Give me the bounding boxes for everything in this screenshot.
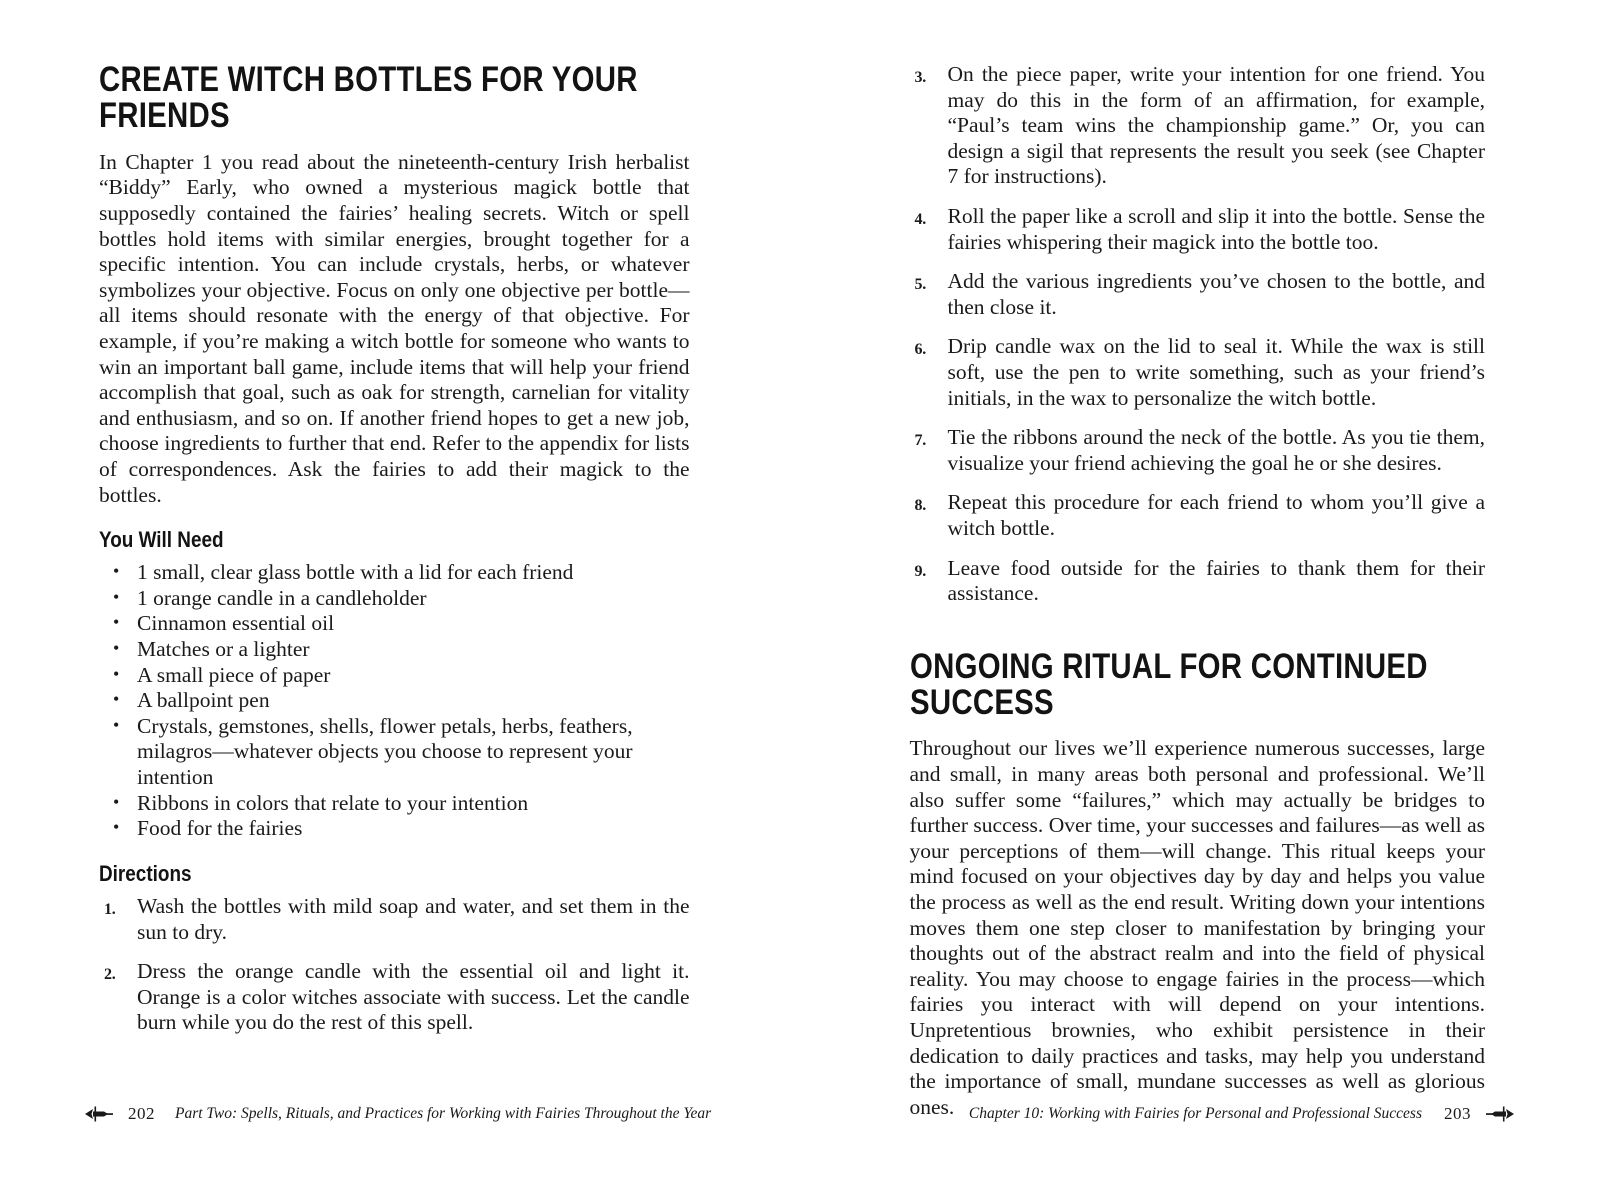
list-item-text: Add the various ingredients you’ve chosen to the bottle, and then close it. [947,269,1485,319]
list-item-text: Tie the ribbons around the neck of the bottle. As you tie them, visualize your friend achieving the goal he or she desires. [947,425,1485,475]
list-item-text: On the piece paper, write your intention for one friend. You may do this in the form of an affirmation, for example, “Paul’s team wins the championship game.” Or, you can design a sigil that represents the result you seek (see Chapter 7 for instructions). [947,62,1485,189]
list-item [910,334,1486,411]
list-item-text: Wash the bottles with mild soap and water, and set them in the sun to dry. [137,894,690,944]
list-item: • Food for the fairies [99,816,690,842]
list-item-number: 9. [914,562,927,580]
list-item [910,62,1486,190]
list-item-text: Repeat this procedure for each friend to whom you’ll give a witch bottle. [947,490,1485,540]
directions-list-continued [910,62,1486,607]
directions-list [99,894,690,1036]
dart-ornament-icon [84,1106,114,1122]
list-item-number: 4. [914,210,927,228]
right-page-footer [800,1104,1599,1124]
page-number: 203 [1444,1104,1471,1123]
list-item [910,204,1486,255]
running-title: Chapter 10: Working with Fairies for Personal and Professional Success [968,1105,1422,1122]
list-item: • Cinnamon essential oil [99,611,690,637]
list-item-text: Drip candle wax on the lid to seal it. While the wax is still soft, use the pen to write something, such as your friend’s initials, in the wax to personalize the witch bottle. [947,334,1485,410]
ongoing-ritual-paragraph: Throughout our lives we’ll experience numerous successes, large and small, in many areas both personal and professional. We’ll also suffer some “failures,” which may actually be bridges to further success. Over time, your successes and failures—as well as your perceptions of them—will change. This ritual keeps your mind focused on your objectives day by day and helps you value the process as well as the end result. Writing down your intentions moves them one step closer to manifestation by bringing your thoughts out of the abstract realm and into the field of physical reality. You may choose to engage fairies in the process—which fairies you interact with will depend on your intentions. Unpretentious brownies, who exhibit persistence in their dedication to daily practices and tasks, may help you understand the importance of small, mundane successes as well as glorious ones. [909,736,1485,1119]
dart-ornament-icon [1485,1106,1515,1122]
list-item: • 1 orange candle in a candleholder [99,586,690,612]
section-title-ongoing-ritual: ONGOING RITUAL FOR CONTINUED SUCCESS [909,646,1428,723]
list-item: • A small piece of paper [99,663,690,689]
you-will-need-list [99,560,690,842]
list-item-text: Roll the paper like a scroll and slip it into the bottle. Sense the fairies whispering their magick into the bottle too. [947,203,1485,254]
list-item: • Crystals, gemstones, shells, flower petals, herbs, feathers, milagros—whatever objects you choose to represent your intention [99,714,690,791]
page-number: 202 [128,1104,155,1123]
list-item-text: Dress the orange candle with the essential oil and light it. Orange is a color witches associate with success. Let the candle burn while you do the rest of this spell. [137,959,690,1035]
intro-paragraph: In Chapter 1 you read about the nineteenth-century Irish herbalist “Biddy” Early, who owned a mysterious magick bottle that supposedly contained the fairies’ healing secrets. Witch or spell bottles hold items with similar energies, brought together for a specific intention. You can include crystals, herbs, or whatever symbolizes your objective. Focus on only one objective per bottle—all items should resonate with the energy of that objective. For example, if you’re making a witch bottle for someone who wants to win an important ball game, include items that will help your friend accomplish that goal, such as oak for strength, carnelian for vitality and enthusiasm, and so on. If another friend hopes to get a new job, choose ingredients to further that end. Refer to the appendix for lists of correspondences. Ask the fairies to add their magick to the bottles. [99,149,690,507]
running-title: Part Two: Spells, Rituals, and Practices for Working with Fairies Throughout the Year [175,1105,712,1122]
list-item-number: 5. [914,276,927,294]
list-item-number: 7. [914,432,927,450]
list-item-number: 6. [914,341,927,359]
list-item [910,490,1486,541]
list-item-number: 8. [914,497,927,515]
list-item: • Matches or a lighter [99,637,690,663]
list-item: • 1 small, clear glass bottle with a lid for each friend [99,560,690,586]
list-item-number: 3. [914,69,927,86]
list-item-number: 1. [104,901,116,918]
left-page-footer [0,1104,800,1124]
list-item-number: 2. [104,966,116,984]
left-page-body [99,62,690,1062]
page-title: CREATE WITCH BOTTLES FOR YOUR FRIENDS [99,60,638,136]
list-item: • A ballpoint pen [99,688,690,714]
list-item-text: Leave food outside for the fairies to thank them for their assistance. [947,555,1485,606]
directions-heading: Directions [99,860,192,886]
list-item: • Ribbons in colors that relate to your intention [99,791,690,817]
list-item [910,556,1486,607]
you-will-need-heading: You Will Need [99,527,224,553]
list-item [910,425,1486,476]
right-page [800,0,1599,1200]
list-item [910,269,1486,320]
list-item [99,894,690,945]
list-item [99,959,690,1036]
